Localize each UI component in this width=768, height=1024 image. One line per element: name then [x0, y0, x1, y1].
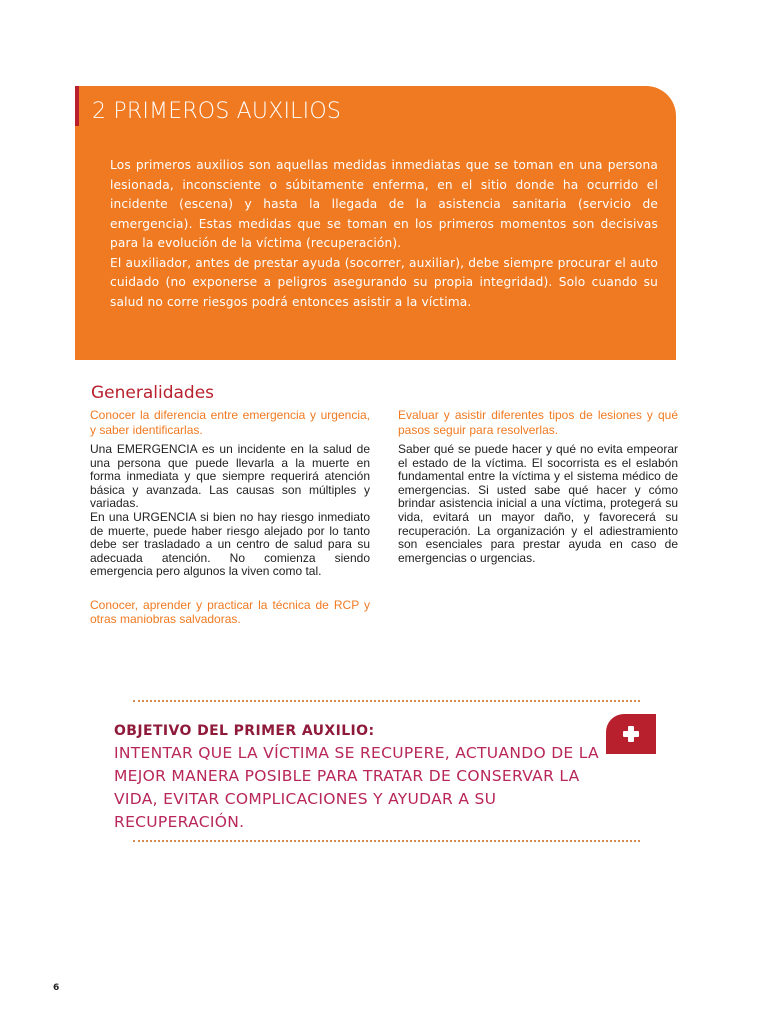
- left-body-1: Una EMERGENCIA es un incidente en la salud de una persona que puede llevarla a la muerte en forma inmediata y que siempre requerirá atención básica y avanzada. Las causas son múltiples y variadas.: [90, 442, 370, 511]
- objective-text: INTENTAR QUE LA VÍCTIMA SE RECUPERE, ACTUANDO DE LA MEJOR MANERA POSIBLE PARA TRATAR DE CONSERVAR LA VIDA, EVITAR COMPLICACIONES Y AYUDAR A SU RECUPERACIÓN.: [114, 744, 599, 831]
- left-body-2: En una URGENCIA si bien no hay riesgo inmediato de muerte, puede haber riesgo alejado por lo tanto debe ser trasladado a un centro de salud para su adecuada atención. No comienza siendo emergencia pero algunos la viven como tal.: [90, 509, 370, 579]
- right-column: [398, 408, 678, 565]
- intro-paragraph-1: Los primeros auxilios son aquellas medidas inmediatas que se toman en una persona lesionada, inconsciente o súbitamente enferma, en el sitio donde ha ocurrido el incidente (escena) y hasta la llegada de la asistencia sanitaria (servicio de emergencia). Estas medidas que se toman en los primeros momentos son decisivas para la evolución de la víctima (recuperación).: [110, 158, 658, 250]
- title-accent-bar: [75, 86, 79, 126]
- right-lead-1: Evaluar y asistir diferentes tipos de lesiones y qué pasos seguir para resolverlas.: [398, 408, 678, 437]
- page-number: 6: [53, 983, 60, 993]
- left-column: [90, 408, 370, 633]
- objective-label: OBJETIVO DEL PRIMER AUXILIO:: [114, 723, 375, 739]
- left-lead-2: Conocer, aprender y practicar la técnica de RCP y otras maniobras salvadoras.: [90, 597, 370, 627]
- intro-text: [110, 156, 658, 312]
- left-lead-1: Conocer la diferencia entre emergencia y urgencia, y saber identificarlas.: [90, 408, 370, 437]
- generalidades-heading: Generalidades: [91, 383, 215, 403]
- cross-horizontal: [623, 731, 639, 737]
- dotted-divider-top: [133, 700, 640, 702]
- section-title: 2 PRIMEROS AUXILIOS: [92, 99, 342, 124]
- right-body-1: Saber qué se puede hacer y qué no evita empeorar el estado de la víctima. El socorrista es el eslabón fundamental entre la víctima y el sistema médico de emergencias. Si usted sabe qué hacer y cómo brindar asistencia inicial a una víctima, protegerá su vida, evitará un mayor daño, y favorecerá su recuperación. La organización y el adiestramiento son esenciales para prestar ayuda en caso de emergencias o urgencias.: [398, 442, 678, 565]
- medical-cross-icon: [606, 714, 656, 754]
- intro-paragraph-2: El auxiliador, antes de prestar ayuda (socorrer, auxiliar), debe siempre procurar el auto cuidado (no exponerse a peligros asegurando su propia integridad). Solo cuando su salud no corre riesgos podrá entonces asistir a la víctima.: [110, 255, 658, 309]
- dotted-divider-bottom: [133, 840, 640, 842]
